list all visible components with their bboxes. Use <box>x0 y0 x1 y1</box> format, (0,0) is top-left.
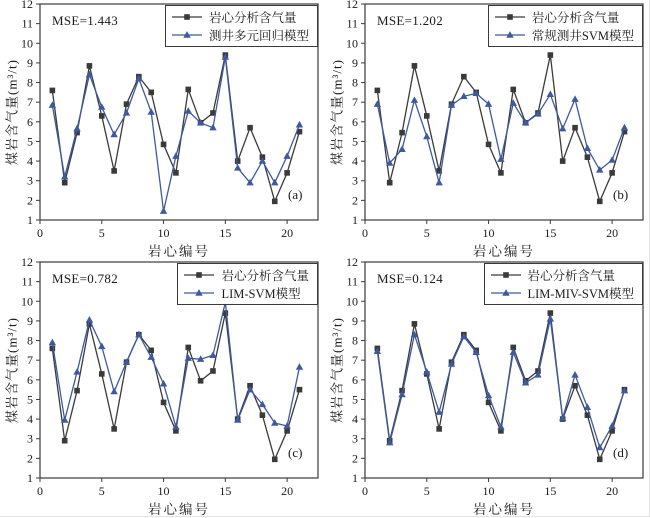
svg-text:20: 20 <box>281 226 294 240</box>
legend <box>177 263 318 305</box>
svg-text:9: 9 <box>352 313 358 328</box>
legend-label: 岩心分析含气量 <box>208 10 297 25</box>
svg-text:1: 1 <box>27 471 33 485</box>
panel-label: (b) <box>613 187 629 202</box>
svg-text:4: 4 <box>27 154 33 169</box>
svg-text:0: 0 <box>362 226 368 240</box>
svg-text:15: 15 <box>219 484 232 498</box>
triangle-marker-icon <box>171 29 203 41</box>
svg-text:10: 10 <box>21 294 33 309</box>
legend-label: LIM-MIV-SVM模型 <box>527 286 634 301</box>
x-axis-title: 岩心编号 <box>473 502 535 517</box>
x-axis-title: 岩心编号 <box>148 502 210 517</box>
y-axis-title: 煤岩含气量(m³/t) <box>4 317 20 423</box>
legend-label: 岩心分析含气量 <box>531 10 620 25</box>
svg-text:20: 20 <box>606 226 619 240</box>
svg-text:5: 5 <box>98 484 105 498</box>
panel-label: (c) <box>288 445 303 460</box>
svg-text:10: 10 <box>482 226 495 240</box>
svg-text:1: 1 <box>27 213 33 227</box>
svg-text:10: 10 <box>157 226 170 240</box>
legend-label: 测井多元回归模型 <box>208 28 309 43</box>
svg-text:2: 2 <box>27 451 33 466</box>
svg-text:5: 5 <box>27 392 33 407</box>
svg-text:9: 9 <box>27 313 33 328</box>
x-axis-title: 岩心编号 <box>473 244 535 259</box>
legend <box>165 5 318 47</box>
svg-text:7: 7 <box>352 353 358 368</box>
svg-text:5: 5 <box>423 226 430 240</box>
svg-text:20: 20 <box>606 484 619 498</box>
svg-text:11: 11 <box>21 274 33 289</box>
mse-annotation: MSE=1.202 <box>377 13 444 28</box>
svg-text:0: 0 <box>37 484 43 498</box>
svg-text:15: 15 <box>219 226 232 240</box>
svg-text:12: 12 <box>346 258 358 269</box>
svg-text:2: 2 <box>27 193 33 208</box>
legend-label: LIM-SVM模型 <box>221 286 301 301</box>
svg-text:5: 5 <box>352 392 358 407</box>
svg-text:10: 10 <box>482 484 495 498</box>
svg-text:10: 10 <box>21 36 33 51</box>
svg-text:6: 6 <box>352 372 358 387</box>
svg-text:3: 3 <box>352 431 358 446</box>
svg-text:10: 10 <box>346 294 358 309</box>
svg-text:5: 5 <box>352 134 358 149</box>
svg-text:4: 4 <box>352 154 358 169</box>
svg-text:4: 4 <box>27 412 33 427</box>
svg-text:5: 5 <box>98 226 105 240</box>
panel-label: (a) <box>288 187 303 202</box>
svg-text:0: 0 <box>37 226 43 240</box>
chart-panel-b <box>325 0 650 258</box>
y-axis-title: 煤岩含气量(m³/t) <box>329 59 345 165</box>
legend-item-measured <box>494 8 634 25</box>
legend-item-model <box>183 284 309 301</box>
triangle-marker-icon <box>494 29 526 41</box>
svg-text:20: 20 <box>281 484 294 498</box>
svg-text:8: 8 <box>352 333 358 348</box>
mse-annotation: MSE=0.782 <box>52 271 119 286</box>
legend-item-measured <box>490 266 635 283</box>
legend-label: 常规测井SVM模型 <box>531 28 634 43</box>
square-marker-icon <box>494 11 526 23</box>
svg-text:11: 11 <box>346 274 358 289</box>
svg-text:6: 6 <box>27 114 33 129</box>
svg-text:11: 11 <box>346 16 358 31</box>
legend-item-measured <box>171 8 309 25</box>
panel-label: (d) <box>613 445 629 460</box>
legend-label: 岩心分析含气量 <box>221 268 309 283</box>
svg-text:12: 12 <box>21 0 33 11</box>
legend <box>484 263 644 305</box>
svg-text:3: 3 <box>352 173 358 188</box>
svg-text:8: 8 <box>27 333 33 348</box>
svg-text:11: 11 <box>21 16 33 31</box>
chart-panel-c <box>0 258 325 516</box>
svg-text:6: 6 <box>352 114 358 129</box>
svg-text:9: 9 <box>27 55 33 70</box>
legend-label: 岩心分析含气量 <box>527 268 616 283</box>
svg-text:3: 3 <box>27 173 33 188</box>
svg-text:15: 15 <box>544 484 557 498</box>
svg-text:4: 4 <box>352 412 358 427</box>
svg-text:7: 7 <box>27 353 33 368</box>
square-marker-icon <box>171 11 203 23</box>
svg-text:7: 7 <box>27 95 33 110</box>
mse-annotation: MSE=0.124 <box>377 271 444 286</box>
legend-item-model <box>494 26 634 43</box>
svg-text:15: 15 <box>544 226 557 240</box>
svg-text:5: 5 <box>27 134 33 149</box>
square-marker-icon <box>183 269 215 281</box>
svg-text:9: 9 <box>352 55 358 70</box>
svg-text:8: 8 <box>27 75 33 90</box>
svg-text:0: 0 <box>362 484 368 498</box>
triangle-marker-icon <box>490 287 522 299</box>
svg-text:1: 1 <box>352 213 358 227</box>
svg-text:2: 2 <box>352 193 358 208</box>
chart-panel-a <box>0 0 325 258</box>
svg-text:1: 1 <box>352 471 358 485</box>
chart-panel-d <box>325 258 650 516</box>
svg-text:10: 10 <box>157 484 170 498</box>
mse-annotation: MSE=1.443 <box>52 13 119 28</box>
y-axis-title: 煤岩含气量(m³/t) <box>329 317 345 423</box>
svg-text:8: 8 <box>352 75 358 90</box>
svg-text:6: 6 <box>27 372 33 387</box>
y-axis-title: 煤岩含气量(m³/t) <box>4 59 20 165</box>
svg-text:3: 3 <box>27 431 33 446</box>
x-axis-title: 岩心编号 <box>148 244 210 259</box>
svg-text:7: 7 <box>352 95 358 110</box>
legend-item-model <box>490 284 635 301</box>
legend <box>488 5 643 47</box>
square-marker-icon <box>490 269 522 281</box>
legend-item-measured <box>183 266 309 283</box>
svg-text:5: 5 <box>423 484 430 498</box>
legend-item-model <box>171 26 309 43</box>
svg-text:10: 10 <box>346 36 358 51</box>
svg-text:12: 12 <box>21 258 33 269</box>
svg-text:2: 2 <box>352 451 358 466</box>
svg-text:12: 12 <box>346 0 358 11</box>
triangle-marker-icon <box>183 287 215 299</box>
